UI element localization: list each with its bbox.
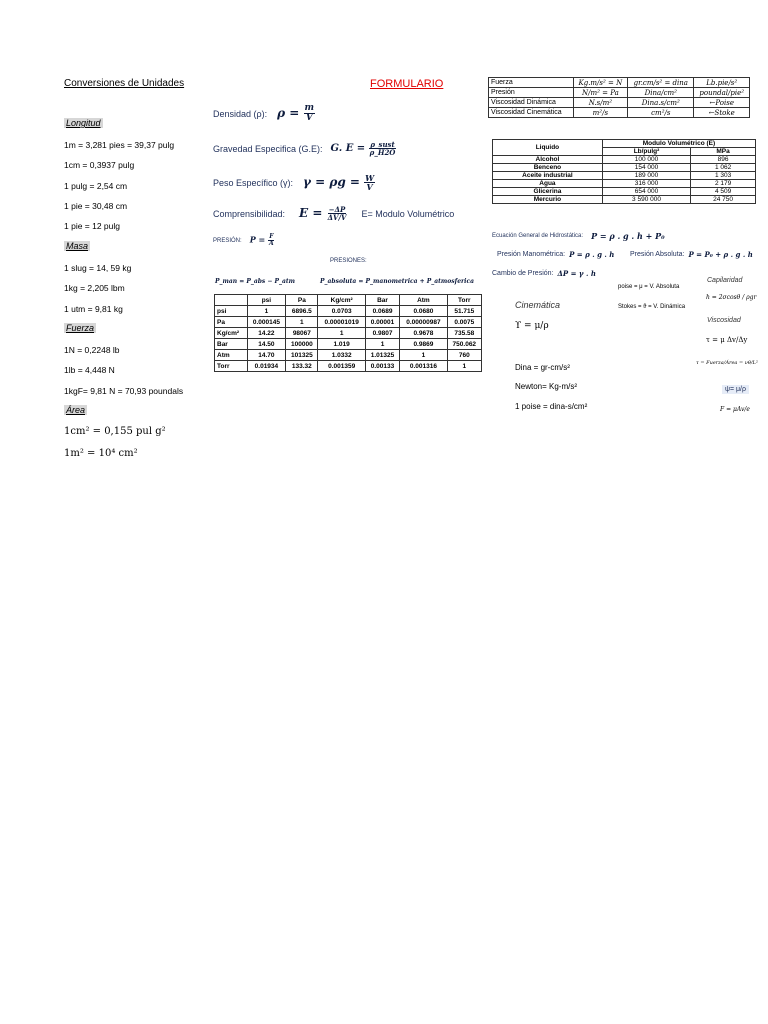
viscosidad-label: Viscosidad bbox=[707, 317, 741, 324]
presion-num: F bbox=[269, 233, 274, 240]
masa-line-3: 1 utm = 9,81 kg bbox=[64, 304, 123, 314]
fuerza-header: Fuerza bbox=[66, 323, 95, 333]
tau-eq: τ = μ Δv/Δy bbox=[706, 336, 748, 344]
compresibilidad-fraction bbox=[327, 206, 348, 221]
bulk-cell: Mercurio bbox=[493, 196, 603, 204]
pressure-cell: psi bbox=[215, 306, 248, 317]
presion-den: A bbox=[269, 240, 274, 247]
newton-line: Newton= Kg-m/s² bbox=[515, 382, 578, 391]
pressure-cell: 0.0703 bbox=[318, 306, 365, 317]
area-header: Área bbox=[66, 405, 86, 415]
peso-formula bbox=[213, 174, 375, 191]
densidad-formula bbox=[213, 104, 315, 123]
longitud-line-3: 1 pulg = 2,54 cm bbox=[64, 181, 128, 191]
pressure-cell: 51.715 bbox=[447, 306, 481, 317]
pressure-cell: 1 bbox=[365, 339, 399, 350]
pressure-cell: 0.00001 bbox=[365, 317, 399, 328]
dina-line: Dina = gr-cm/s² bbox=[515, 363, 570, 372]
pressure-cell: 1 bbox=[447, 361, 481, 372]
densidad-label: Densidad (ρ): bbox=[213, 108, 268, 119]
table-row bbox=[489, 88, 750, 98]
pressure-cell: 14.70 bbox=[247, 350, 286, 361]
pressure-cell: 0.9869 bbox=[400, 339, 447, 350]
table-row bbox=[215, 328, 482, 339]
densidad-lhs: ρ = bbox=[277, 106, 300, 120]
bulk-cell: Agua bbox=[493, 180, 603, 188]
hydrostatic-general-eq: P = ρ . g . h + P₀ bbox=[591, 231, 665, 241]
gravedad-num: ρ_sust bbox=[370, 140, 395, 149]
bulk-modulus-table bbox=[492, 139, 756, 204]
table-row bbox=[493, 188, 756, 196]
pressure-header-0 bbox=[215, 295, 248, 306]
psi-eq: ψ= μ/ρ bbox=[722, 385, 749, 394]
pressure-cell: Torr bbox=[215, 361, 248, 372]
manometric-eq: P = ρ . g . h bbox=[569, 250, 615, 259]
bulk-unit-2: MPa bbox=[691, 148, 756, 156]
pressure-cell: 0.00133 bbox=[365, 361, 399, 372]
gravedad-fraction bbox=[369, 141, 397, 156]
units-cell: ←Stoke bbox=[694, 108, 750, 118]
bulk-cell: 3 590 000 bbox=[602, 196, 690, 204]
bulk-cell: Aceite industrial bbox=[493, 172, 603, 180]
presion-lhs: P = bbox=[249, 234, 266, 245]
presion-label: PRESIÓN: bbox=[213, 237, 242, 244]
pressure-header-6: Torr bbox=[447, 295, 481, 306]
pressure-cell: 0.9807 bbox=[365, 328, 399, 339]
units-cell: Dina.s/cm² bbox=[628, 98, 694, 108]
bulk-cell: 1 062 bbox=[691, 164, 756, 172]
pressure-change-label: Cambio de Presión: bbox=[492, 270, 554, 277]
longitud-header: Longitud bbox=[66, 118, 101, 128]
pressure-cell: 0.0075 bbox=[447, 317, 481, 328]
presion-fraction bbox=[268, 234, 275, 247]
pressure-cell: 0.00001019 bbox=[318, 317, 365, 328]
fuerza-line-1: 1N = 0,2248 lb bbox=[64, 345, 120, 355]
pressure-cell: 14.22 bbox=[247, 328, 286, 339]
hydrostatic-general-label: Ecuación General de Hidrostática: bbox=[492, 233, 584, 239]
peso-den: V bbox=[366, 182, 373, 192]
pressure-cell: 98067 bbox=[286, 328, 318, 339]
masa-header: Masa bbox=[66, 241, 89, 251]
pressure-cell: Kg/cm² bbox=[215, 328, 248, 339]
capilaridad-label: Capilaridad bbox=[707, 277, 743, 284]
peso-fraction bbox=[364, 174, 375, 191]
units-cell: ←Poise bbox=[694, 98, 750, 108]
table-row bbox=[215, 350, 482, 361]
pressure-cell: Pa bbox=[215, 317, 248, 328]
units-cell: Lb.pie/s² bbox=[694, 78, 750, 88]
masa-line-1: 1 slug = 14, 59 kg bbox=[64, 263, 132, 273]
pressure-cell: 0.0680 bbox=[400, 306, 447, 317]
bulk-unit-1: Lb/pulg² bbox=[602, 148, 690, 156]
fuerza-line-3: 1kgF= 9,81 N = 70,93 poundals bbox=[64, 386, 184, 396]
table-row bbox=[215, 361, 482, 372]
gravedad-lhs: G. E = bbox=[330, 143, 366, 154]
gravedad-formula bbox=[213, 141, 396, 156]
longitud-line-2: 1cm = 0,3937 pulg bbox=[64, 160, 135, 170]
capilaridad-eq: h = 2σcosθ / ρgr bbox=[706, 294, 757, 301]
nu-equation: ϒ = μ/ρ bbox=[515, 321, 549, 331]
manometric-label: Presión Manométrica: bbox=[497, 251, 566, 258]
longitud-line-4: 1 pie = 30,48 cm bbox=[64, 201, 128, 211]
pressure-cell: 760 bbox=[447, 350, 481, 361]
pressure-header-2: Pa bbox=[286, 295, 318, 306]
area-line-2: 1m² = 10⁴ cm² bbox=[64, 448, 138, 459]
units-cell: Fuerza bbox=[489, 78, 574, 88]
units-table bbox=[488, 77, 750, 118]
longitud-line-5: 1 pie = 12 pulg bbox=[64, 221, 121, 231]
pressure-cell: 101325 bbox=[286, 350, 318, 361]
bulk-cell: 154 000 bbox=[602, 164, 690, 172]
bulk-cell: Alcohol bbox=[493, 156, 603, 164]
table-row bbox=[493, 172, 756, 180]
table-row bbox=[215, 317, 482, 328]
gravedad-den: ρ_H2O bbox=[369, 148, 396, 157]
poise-note: poise = μ = V. Absoluta bbox=[618, 284, 680, 290]
table-row bbox=[215, 339, 482, 350]
units-cell: gr.cm/s² = dina bbox=[628, 78, 694, 88]
pressure-header-5: Atm bbox=[400, 295, 447, 306]
presion-equation bbox=[250, 234, 275, 247]
masa-line-2: 1kg = 2,205 lbm bbox=[64, 283, 125, 293]
pressure-header-3: Kg/cm² bbox=[318, 295, 365, 306]
bulk-cell: 896 bbox=[691, 156, 756, 164]
bulk-cell: 316 000 bbox=[602, 180, 690, 188]
pressure-cell: 1 bbox=[286, 317, 318, 328]
stokes-note: Stokes = ϑ = V. Dinámica bbox=[618, 304, 686, 310]
pressure-cell: 1 bbox=[247, 306, 286, 317]
tau2-eq: τ = Fuerza/Área = νθ/L² bbox=[696, 360, 758, 366]
densidad-den: V bbox=[305, 113, 313, 123]
pressure-cell: 1.019 bbox=[318, 339, 365, 350]
bulk-header-row bbox=[493, 140, 756, 148]
bulk-header-liquid: Liquido bbox=[493, 140, 603, 156]
densidad-fraction bbox=[304, 104, 316, 123]
bulk-cell: 2 179 bbox=[691, 180, 756, 188]
pressure-cell: 1 bbox=[400, 350, 447, 361]
presiones-eq-1: P_man = P_abs − P_atm bbox=[215, 278, 296, 285]
units-cell: Presión bbox=[489, 88, 574, 98]
bulk-header-modulus: Modulo Volumétrico (E) bbox=[602, 140, 755, 148]
pressure-table bbox=[214, 294, 482, 372]
pressure-cell: 6896.5 bbox=[286, 306, 318, 317]
pressure-cell: Bar bbox=[215, 339, 248, 350]
absolute-eq: P = P₀ + ρ . g . h bbox=[688, 250, 753, 259]
pressure-cell: 133.32 bbox=[286, 361, 318, 372]
peso-equation bbox=[303, 174, 375, 191]
fuerza-line-2: 1lb = 4,448 N bbox=[64, 365, 115, 375]
units-cell: m²/s bbox=[573, 108, 628, 118]
presion-formula bbox=[213, 234, 275, 247]
bulk-cell: Glicerina bbox=[493, 188, 603, 196]
bulk-cell: Benceno bbox=[493, 164, 603, 172]
pressure-cell: 1.01325 bbox=[365, 350, 399, 361]
units-cell: cm²/s bbox=[628, 108, 694, 118]
table-row bbox=[489, 108, 750, 118]
hydrostatic-general bbox=[492, 231, 665, 241]
units-cell: poundal/pie² bbox=[694, 88, 750, 98]
pressure-cell: 735.58 bbox=[447, 328, 481, 339]
table-row bbox=[493, 164, 756, 172]
area-line-1: 1cm² = 0,155 pul g² bbox=[64, 426, 166, 437]
gravedad-equation bbox=[331, 141, 397, 156]
compresibilidad-label: Comprensibilidad: bbox=[213, 208, 286, 219]
peso-label: Peso Específico (γ): bbox=[213, 177, 294, 188]
units-cell: Viscosidad Cinemática bbox=[489, 108, 574, 118]
compresibilidad-lhs: E = bbox=[299, 206, 323, 220]
pressure-cell: 14.50 bbox=[247, 339, 286, 350]
pressure-cell: 1 bbox=[318, 328, 365, 339]
units-cell: N.s/m² bbox=[573, 98, 628, 108]
table-row bbox=[489, 78, 750, 88]
pressure-cell: 0.001359 bbox=[318, 361, 365, 372]
pressure-table-header bbox=[215, 295, 482, 306]
longitud-line-1: 1m = 3,281 pies = 39,37 pulg bbox=[64, 140, 175, 150]
compresibilidad-note: E= Modulo Volumétrico bbox=[361, 208, 455, 219]
compresibilidad-num: −ΔP bbox=[328, 205, 346, 214]
formulario-title: FORMULARIO bbox=[370, 78, 444, 90]
force-eq: F = μAv/e bbox=[720, 406, 750, 413]
gravedad-label: Gravedad Especifica (G.E): bbox=[213, 143, 323, 154]
table-row bbox=[215, 306, 482, 317]
pressure-cell: 0.9678 bbox=[400, 328, 447, 339]
units-cell: Dina/cm² bbox=[628, 88, 694, 98]
pressure-cell: 0.001316 bbox=[400, 361, 447, 372]
densidad-equation bbox=[277, 104, 315, 123]
table-row bbox=[489, 98, 750, 108]
poise-line: 1 poise = dina-s/cm² bbox=[515, 402, 588, 411]
pressure-header-4: Bar bbox=[365, 295, 399, 306]
units-cell: N/m² = Pa bbox=[573, 88, 628, 98]
pressure-cell: 0.00000987 bbox=[400, 317, 447, 328]
compresibilidad-den: ΔV/V bbox=[327, 213, 347, 222]
pressure-header-1: psi bbox=[247, 295, 286, 306]
pressure-change bbox=[492, 269, 596, 278]
densidad-num: m bbox=[304, 103, 315, 113]
bulk-cell: 1 303 bbox=[691, 172, 756, 180]
absolute-pressure bbox=[630, 250, 753, 259]
bulk-cell: 100 000 bbox=[602, 156, 690, 164]
pressure-cell: 0.0689 bbox=[365, 306, 399, 317]
bulk-cell: 189 000 bbox=[602, 172, 690, 180]
presiones-title: PRESIONES: bbox=[330, 258, 367, 264]
units-cell: Viscosidad Dinámica bbox=[489, 98, 574, 108]
conversions-title: Conversiones de Unidades bbox=[64, 78, 185, 89]
pressure-cell: 100000 bbox=[286, 339, 318, 350]
table-row bbox=[493, 196, 756, 204]
compresibilidad-formula bbox=[213, 206, 454, 221]
manometric-pressure bbox=[497, 250, 614, 259]
compresibilidad-equation bbox=[299, 206, 347, 221]
pressure-cell: 750.062 bbox=[447, 339, 481, 350]
bulk-cell: 4 509 bbox=[691, 188, 756, 196]
absolute-label: Presión Absoluta: bbox=[630, 251, 685, 258]
cinematica-label: Cinemática bbox=[515, 300, 561, 310]
peso-lhs: γ = ρg = bbox=[303, 175, 360, 189]
table-row bbox=[493, 156, 756, 164]
bulk-cell: 24 750 bbox=[691, 196, 756, 204]
pressure-cell: 0.000145 bbox=[247, 317, 286, 328]
presiones-eq-2: P_absoluta = P_manometrica + P_atmosferica bbox=[320, 278, 474, 285]
pressure-cell: 1.0332 bbox=[318, 350, 365, 361]
table-row bbox=[493, 180, 756, 188]
peso-num: W bbox=[365, 173, 375, 183]
pressure-cell: Atm bbox=[215, 350, 248, 361]
pressure-cell: 0.01934 bbox=[247, 361, 286, 372]
pressure-change-eq: ΔP = γ . h bbox=[557, 269, 596, 278]
bulk-cell: 654 000 bbox=[602, 188, 690, 196]
units-cell: Kg.m/s² = N bbox=[573, 78, 628, 88]
